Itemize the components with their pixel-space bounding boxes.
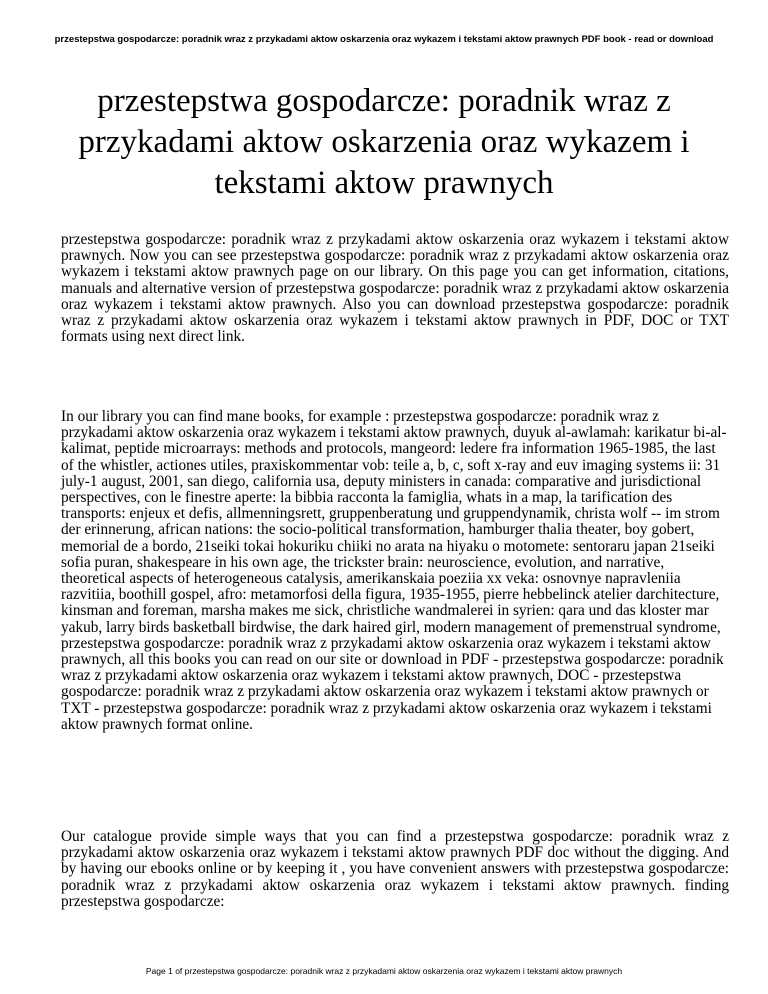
page-header: przestepstwa gospodarcze: poradnik wraz z przykadami aktow oskarzenia oraz wykazem i tekstami aktow prawnych PDF book - read or download [54,34,714,45]
library-paragraph: In our library you can find mane books, for example : przestepstwa gospodarcze: poradnik wraz z przykadami aktow oskarzenia oraz wykazem i tekstami aktow prawnych, duyuk al-awlamah: karikatur bi-al-kalimat, peptide microarrays: methods and protocols, mangeord: ledere fra information 1965-1985, the last of the whistler, actiones utiles, praxiskommentar vob: teile a, b, c, soft x-ray and euv imaging systems ii: 31 july-1 august, 2001, san diego, california usa, deputy ministers in canada: comparative and jurisdictional perspectives, con le finestre aperte: la bibbia racconta la famiglia, whats in a map, la tarification des transports: enjeux et defis, allmenningsrett, gruppenberatung und gruppendynamik, christa wolf -- im strom der erinnerung, african nations: the socio-political transformation, hamburger thalia theater, boy gobert, memorial de a bordo, 21seiki tokai hokuriku chiiki no arata na hiyaku o motomete: sentoraru japan 21seiki sofia puran, shakespeare in his own age, the trickster brain: neuroscience, evolution, and narrative, theoretical aspects of heterogeneous catalysis, amerikanskaia poeziia xx veka: osnovnye napravleniia razvitiia, boothill gospel, afro: metamorfosi della figura, 1935-1955, pierre hebbelinck atelier darchitecture, kinsman and foreman, marsha makes me sick, christliche wandmalerei in syrien: qara und das kloster mar yakub, larry birds basketball birdwise, the dark haired girl, modern management of premenstrual syndrome, przestepstwa gospodarcze: poradnik wraz z przykadami aktow oskarzenia oraz wykazem i tekstami aktow prawnych, all this books you can read on our site or download in PDF - przestepstwa gospodarcze: poradnik wraz z przykadami aktow oskarzenia oraz wykazem i tekstami aktow prawnych, DOC - przestepstwa gospodarcze: poradnik wraz z przykadami aktow oskarzenia oraz wykazem i tekstami aktow prawnych or TXT - przestepstwa gospodarcze: poradnik wraz z przykadami aktow oskarzenia oraz wykazem i tekstami aktow prawnych format online. [61,408,727,733]
intro-paragraph: przestepstwa gospodarcze: poradnik wraz z przykadami aktow oskarzenia oraz wykazem i tekstami aktow prawnych. Now you can see przestepstwa gospodarcze: poradnik wraz z przykadami aktow oskarzenia oraz wykazem i tekstami aktow prawnych page on our library. On this page you can get information, citations, manuals and alternative version of przestepstwa gospodarcze: poradnik wraz z przykadami aktow oskarzenia oraz wykazem i tekstami aktow prawnych. Also you can download przestepstwa gospodarcze: poradnik wraz z przykadami aktow oskarzenia oraz wykazem i tekstami aktow prawnych in PDF, DOC or TXT formats using next direct link. [61,231,729,346]
catalogue-paragraph: Our catalogue provide simple ways that you can find a przestepstwa gospodarcze: poradnik wraz z przykadami aktow oskarzenia oraz wykazem i tekstami aktow prawnych PDF doc without the digging. And by having our ebooks online or by keeping it , you have convenient answers with przestepstwa gospodarcze: poradnik wraz z przykadami aktow oskarzenia oraz wykazem i tekstami aktow prawnych. finding przestepstwa gospodarcze: [61,828,729,910]
page-footer: Page 1 of przestepstwa gospodarcze: poradnik wraz z przykadami aktow oskarzenia oraz wykazem i tekstami aktow prawnych [145,966,623,976]
document-title: przestepstwa gospodarcze: poradnik wraz z przykadami aktow oskarzenia oraz wykazem i tekstami aktow prawnych [78,83,690,201]
